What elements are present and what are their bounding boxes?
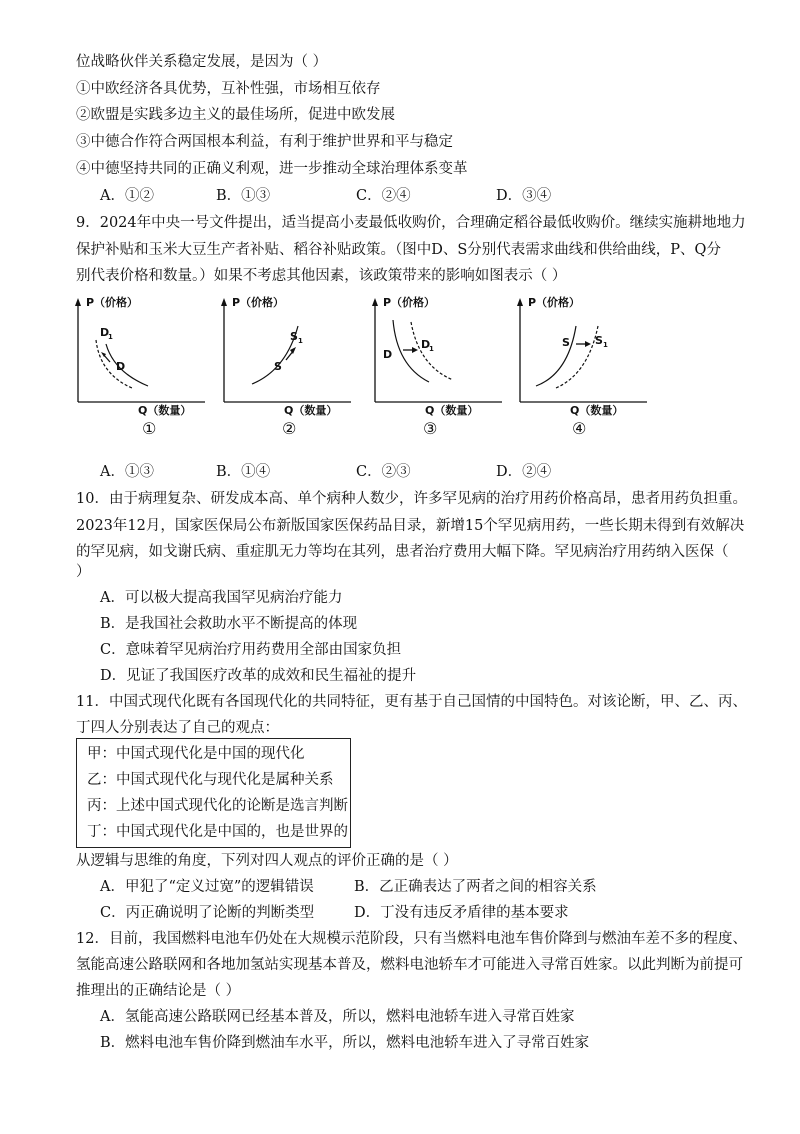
q8-option-d[interactable]: D．③④ — [496, 188, 552, 204]
graph-4-curve-original: S — [562, 336, 570, 349]
graph-1-ylabel: P（价格） — [86, 296, 139, 309]
q9-stem-line-1: 9．2024年中央一号文件提出，适当提高小麦最低收购价，合理确定稻谷最低收购价。继续实施耕地地力 — [76, 215, 746, 231]
q11-option-d[interactable]: D．丁没有违反矛盾律的基本要求 — [354, 905, 569, 921]
q11-viewpoint-yi: 乙：中国式现代化与现代化是属种关系 — [87, 772, 334, 788]
q12-stem-line-1: 12．目前，我国燃料电池车仍处在大规模示范阶段，只有当燃料电池车售价降到与燃油车差不多的程度、 — [76, 931, 747, 947]
q11-question: 从逻辑与思维的角度，下列对四人观点的评价正确的是（ ） — [76, 853, 458, 869]
graph-2-number: ② — [282, 419, 297, 438]
q10-stem-line-1: 10．由于病理复杂、研发成本高、单个病种人数少，许多罕见病的治疗用药价格高昂，患者用药负担重。 — [76, 491, 747, 507]
q8-item-2: ②欧盟是实践多边主义的最佳场所，促进中欧发展 — [76, 107, 395, 123]
q10-stem-line-4: ） — [76, 564, 91, 580]
graph-1-curve-shifted-sub: 1 — [108, 333, 113, 341]
q8-option-c[interactable]: C．②④ — [356, 188, 411, 204]
q11-option-c[interactable]: C．丙正确说明了论断的判断类型 — [100, 905, 315, 921]
graph-2-curve-shifted-sub: 1 — [298, 337, 303, 345]
q11-stem-line-1: 11．中国式现代化既有各国现代化的共同特征，更有基于自己国情的中国特色。对该论断，甲、乙、丙、 — [76, 694, 747, 710]
graph-1-curve-original: D — [116, 360, 126, 373]
graph-1-number: ① — [142, 419, 157, 438]
q10-option-c[interactable]: C．意味着罕见病治疗用药费用全部由国家负担 — [100, 642, 402, 658]
q11-viewpoint-ding: 丁：中国式现代化是中国的，也是世界的 — [87, 824, 348, 840]
q9-option-c[interactable]: C．②③ — [356, 464, 411, 480]
svg-text:S — [595, 334, 603, 347]
q8-option-b[interactable]: B．①③ — [216, 188, 271, 204]
svg-text:S — [290, 330, 298, 343]
q11-option-b[interactable]: B．乙正确表达了两者之间的相容关系 — [354, 879, 597, 895]
q9-option-d[interactable]: D．②④ — [496, 464, 552, 480]
graph-4-xlabel: Q（数量） — [570, 404, 624, 417]
graph-3-xlabel: Q（数量） — [425, 404, 479, 417]
graph-2 — [216, 292, 351, 442]
q11-stem-line-2: 丁四人分别表达了自己的观点： — [76, 720, 279, 736]
graph-4-ylabel: P（价格） — [528, 296, 581, 309]
q12-stem-line-3: 推理出的正确结论是（ ） — [76, 983, 241, 999]
graph-3-ylabel: P（价格） — [383, 296, 436, 309]
q10-stem-line-2: 2023年12月，国家医保局公布新版国家医保药品目录，新增15个罕见病用药，一些长期未得到有效解决 — [76, 518, 745, 534]
graph-2-curve-shifted: S — [290, 330, 298, 343]
q10-option-d[interactable]: D．见证了我国医疗改革的成效和民生福祉的提升 — [100, 668, 417, 684]
q12-stem-line-2: 氢能高速公路联网和各地加氢站实现基本普及，燃料电池轿车才可能进入寻常百姓家。以此判断为前提可 — [76, 957, 743, 973]
q11-viewpoints-box — [76, 738, 351, 848]
q11-viewpoint-jia: 甲：中国式现代化是中国的现代化 — [87, 746, 305, 762]
q8-item-4: ④中德坚持共同的正确义利观，进一步推动全球治理体系变革 — [76, 161, 468, 177]
q9-option-b[interactable]: B．①④ — [216, 464, 271, 480]
q11-option-a[interactable]: A．甲犯了“定义过宽”的逻辑错误 — [100, 879, 314, 895]
q10-option-a[interactable]: A．可以极大提高我国罕见病治疗能力 — [100, 590, 343, 606]
q10-option-b[interactable]: B．是我国社会救助水平不断提高的体现 — [100, 616, 358, 632]
graph-3-number: ③ — [423, 419, 438, 438]
graph-2-ylabel: P（价格） — [232, 296, 285, 309]
q9-option-a[interactable]: A．①③ — [100, 464, 154, 480]
q9-stem-line-2: 保护补贴和玉米大豆生产者补贴、稻谷补贴政策。（图中D、S分别代表需求曲线和供给曲线，P、Q分 — [76, 242, 721, 258]
q12-option-a[interactable]: A．氢能高速公路联网已经基本普及，所以，燃料电池轿车进入寻常百姓家 — [100, 1009, 575, 1025]
graph-1-xlabel: Q（数量） — [138, 404, 192, 417]
q8-option-a[interactable]: A．①② — [100, 188, 154, 204]
q11-viewpoint-bing: 丙：上述中国式现代化的论断是选言判断 — [87, 798, 348, 814]
q8-item-1: ①中欧经济各具优势，互补性强，市场相互依存 — [76, 81, 381, 97]
graph-4-number: ④ — [572, 419, 587, 438]
graph-3 — [367, 292, 502, 442]
graph-2-xlabel: Q（数量） — [284, 404, 338, 417]
q8-item-3: ③中德合作符合两国根本利益，有利于维护世界和平与稳定 — [76, 134, 453, 150]
graph-2-curve-original: S — [274, 360, 282, 373]
q12-option-b[interactable]: B．燃料电池车售价降到燃油车水平，所以，燃料电池轿车进入了寻常百姓家 — [100, 1035, 590, 1051]
q9-stem-line-3: 别代表价格和数量。）如果不考虑其他因素，该政策带来的影响如图表示（ ） — [76, 268, 567, 284]
graph-4-curve-shifted-sub: 1 — [603, 341, 608, 349]
graph-1-curve-shifted: D — [100, 326, 110, 339]
q10-stem-line-3: 的罕见病，如戈谢氏病、重症肌无力等均在其列，患者治疗费用大幅下降。罕见病治疗用药纳入医保（ — [76, 544, 729, 560]
graph-3-curve-shifted-sub: 1 — [429, 345, 434, 353]
q8-stem: 位战略伙伴关系稳定发展，是因为（ ） — [76, 54, 328, 70]
graph-1 — [70, 292, 205, 442]
graph-4-curve-shifted: S — [595, 334, 603, 347]
graph-3-curve-original: D — [383, 348, 393, 361]
graph-4 — [512, 292, 647, 442]
graph-3-curve-shifted: D — [421, 338, 431, 351]
